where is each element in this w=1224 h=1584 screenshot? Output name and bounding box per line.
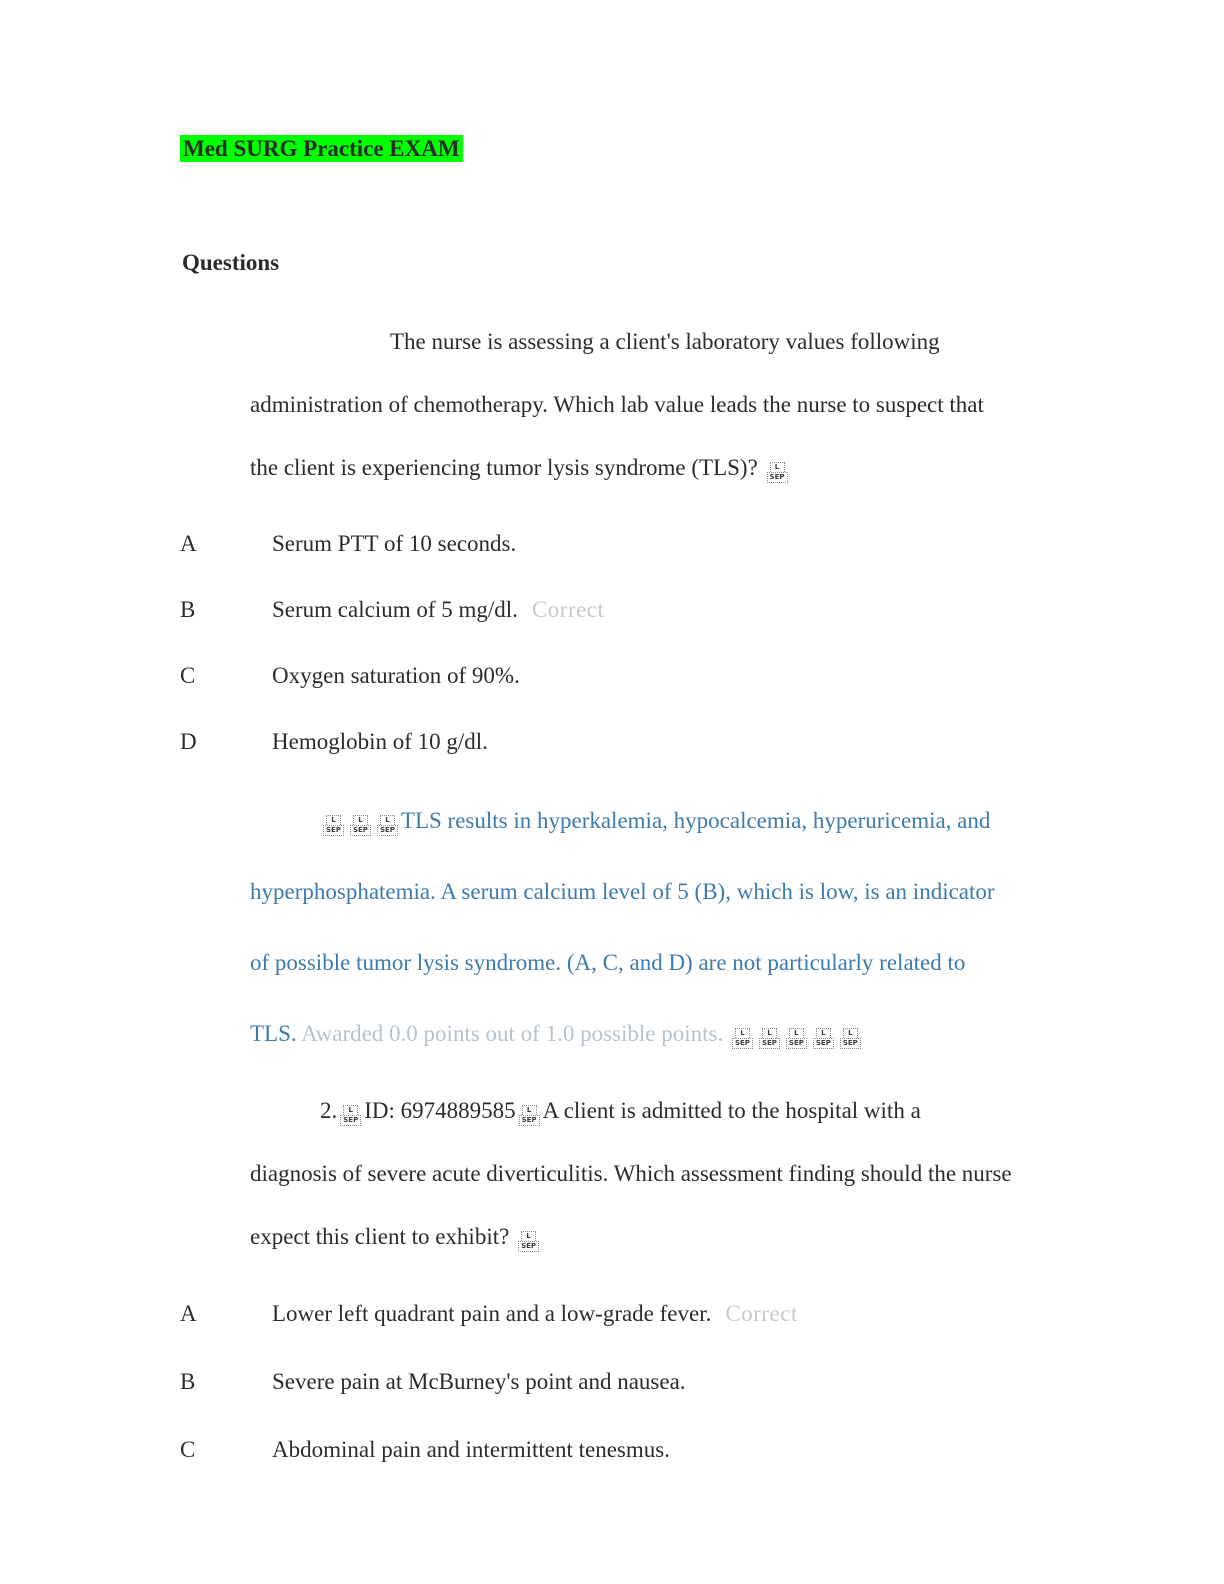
answer-option-2c — [180, 1416, 1024, 1484]
answer-option-1c — [180, 643, 1024, 709]
question-2-id: ID: 6974889585 — [364, 1098, 516, 1123]
question-1-options — [180, 511, 1024, 775]
sep-marker: L SEP — [519, 1105, 540, 1126]
section-heading: Questions — [182, 250, 280, 275]
answer-option-1a — [180, 511, 1024, 577]
sep-marker: L SEP — [759, 1028, 780, 1049]
option-text: Abdominal pain and intermittent tenesmus. — [272, 1437, 670, 1462]
option-letter: A — [180, 1301, 197, 1326]
question-2-stem-text: A client is admitted to the hospital with a diagnosis of severe acute diverticulitis. Which assessment finding should the nurse expect this client to exhibit? — [250, 1098, 1012, 1249]
sep-marker: L SEP — [813, 1028, 834, 1049]
correct-badge: Correct — [725, 1301, 798, 1326]
sep-marker: L SEP — [340, 1105, 361, 1126]
explanation-text: TLS results in hyperkalemia, hypocalcemia, hyperuricemia, and hyperphosphatemia. A serum calcium level of 5 (B), which is low, is an indicator of possible tumor lysis syndrome. (A, C, and D) are not particularly related to TLS. — [250, 808, 995, 1046]
answer-option-2a — [180, 1280, 1024, 1348]
sep-marker: L SEP — [732, 1028, 753, 1049]
question-1-stem-text: The nurse is assessing a client's laboratory values following administration of chemotherapy. Which lab value leads the nurse to suspect that the client is experiencing tumor lysis syndrome (TLS)? — [250, 329, 984, 480]
question-2-stem — [250, 1079, 1012, 1268]
question-1-stem — [250, 310, 1012, 499]
option-text: Severe pain at McBurney's point and nausea. — [272, 1369, 686, 1394]
option-text: Hemoglobin of 10 g/dl. — [272, 729, 488, 754]
question-2-options — [180, 1280, 1024, 1484]
question-2-number: 2. — [320, 1098, 338, 1123]
sep-marker: L SEP — [350, 815, 371, 836]
question-1-explanation — [250, 785, 1012, 1069]
sep-marker: L SEP — [518, 1231, 539, 1252]
answer-option-2b — [180, 1348, 1024, 1416]
sep-marker: L SEP — [377, 815, 398, 836]
correct-badge: Correct — [531, 597, 605, 622]
answer-option-1d — [180, 709, 1024, 775]
sep-marker: L SEP — [786, 1028, 807, 1049]
option-letter: B — [180, 1369, 196, 1394]
option-letter: B — [180, 597, 196, 622]
option-text: Oxygen saturation of 90%. — [272, 663, 520, 688]
document-title — [180, 132, 1024, 166]
option-letter: D — [180, 729, 197, 754]
option-letter: C — [180, 663, 196, 688]
sep-marker: L SEP — [840, 1028, 861, 1049]
highlighted-title-text: Med SURG Practice EXAM — [180, 135, 463, 162]
option-text: Lower left quadrant pain and a low-grade fever. — [272, 1301, 712, 1326]
awarded-points-text: Awarded 0.0 points out of 1.0 possible points. — [301, 1021, 724, 1046]
option-text: Serum calcium of 5 mg/dl. — [272, 597, 518, 622]
option-text: Serum PTT of 10 seconds. — [272, 531, 517, 556]
sep-marker: L SEP — [323, 815, 344, 836]
option-letter: C — [180, 1437, 196, 1462]
option-letter: A — [180, 531, 197, 556]
sep-marker: L SEP — [767, 462, 788, 483]
answer-option-1b — [180, 577, 1024, 643]
